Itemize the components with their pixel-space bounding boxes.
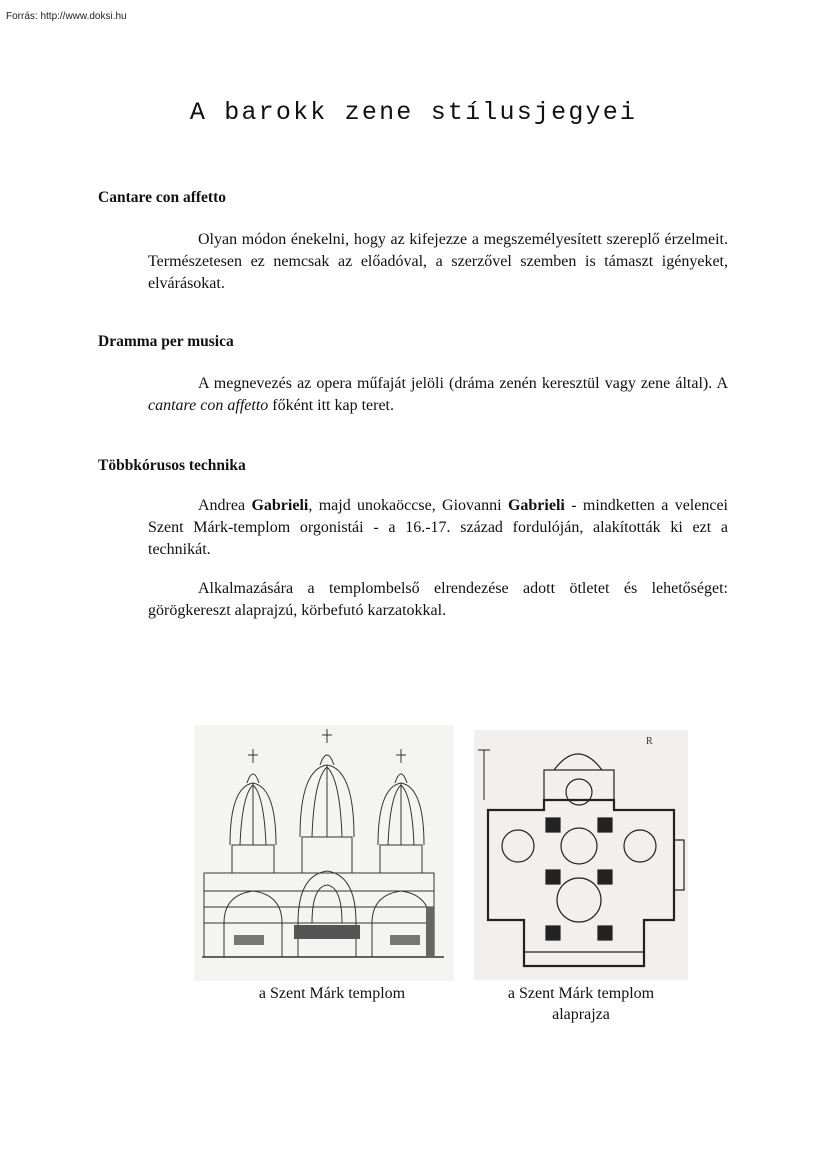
caption-floor-plan: a Szent Márk templom alaprajza bbox=[507, 985, 655, 1023]
paragraph-gabrieli: Andrea Gabrieli, majd unokaöccse, Giovanni Gabrieli - mindketten a velencei Szent Márk-templom orgonistái - a 16.-17. század fordulóján, alakították ki ezt a technikát. bbox=[148, 497, 728, 558]
cathedral-section-drawing bbox=[194, 725, 454, 981]
floor-plan-drawing bbox=[474, 730, 688, 980]
section-heading-dramma: Dramma per musica bbox=[98, 333, 234, 350]
paragraph-cantare: Olyan módon énekelni, hogy az kifejezze a megszemélyesített szereplő érzelmeit. Természetesen ez nemcsak az előadóval, a szerzővel szemben is támaszt igényeket, elvárásokat. bbox=[148, 231, 728, 292]
source-note: Forrás: http://www.doksi.hu bbox=[6, 11, 127, 22]
cathedral-section-figure bbox=[194, 725, 454, 981]
page-title: A barokk zene stílusjegyei bbox=[189, 98, 638, 127]
name-gabrieli-andrea: Gabrieli bbox=[251, 497, 309, 514]
floor-plan-figure bbox=[474, 730, 688, 980]
paragraph-alkalmazas: Alkalmazására a templombelső elrendezése adott ötletet és lehetőséget: görögkereszt alaprajzú, körbefutó karzatokkal. bbox=[148, 580, 728, 619]
paragraph-dramma: A megnevezés az opera műfaját jelöli (dráma zenén keresztül vagy zene által). A cantare con affetto főként itt kap teret. bbox=[148, 375, 728, 414]
plan-letter: R bbox=[646, 736, 653, 747]
section-heading-tobbkorusos: Többkórusos technika bbox=[98, 457, 246, 474]
section-heading-cantare: Cantare con affetto bbox=[98, 189, 226, 206]
name-gabrieli-giovanni: Gabrieli bbox=[507, 497, 565, 514]
caption-cathedral: a Szent Márk templom bbox=[258, 985, 406, 1002]
italic-term: cantare con affetto bbox=[148, 397, 269, 414]
